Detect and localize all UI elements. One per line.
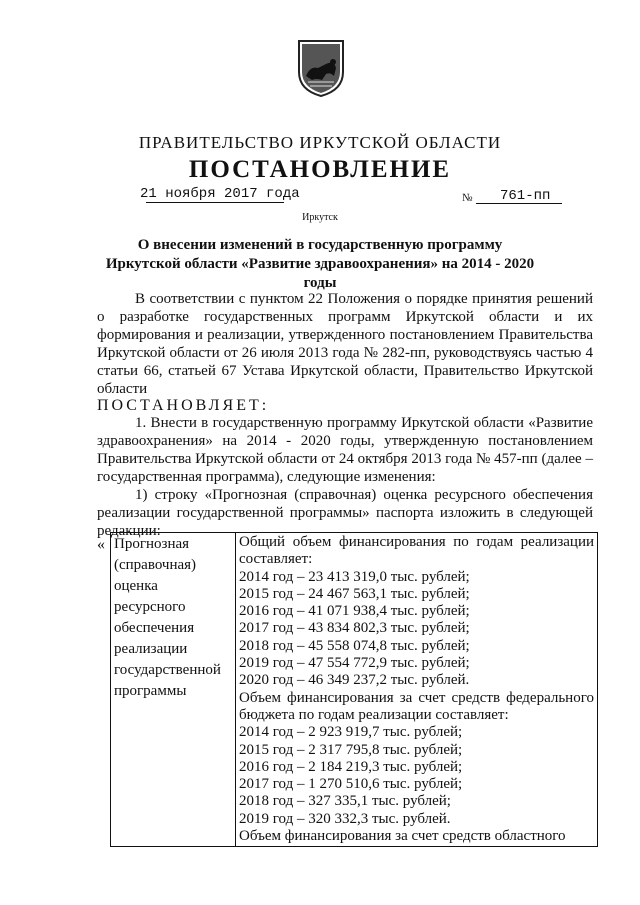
- document-title: О внесении изменений в государственную программу Иркутской области «Развитие здравоохранения» на 2014 - 2020 годы: [105, 237, 535, 291]
- coat-of-arms-emblem: [296, 38, 346, 98]
- funding-line: 2020 год – 46 349 237,2 тыс. рублей.: [239, 672, 470, 689]
- label-line: обеспечения: [114, 620, 195, 636]
- document-number: 761-пп: [500, 188, 551, 204]
- label-line: государственной: [114, 662, 221, 678]
- date-underline: [146, 202, 284, 203]
- funding-line: 2019 год – 320 332,3 тыс. рублей.: [239, 810, 451, 827]
- funding-line: 2015 год – 24 467 563,1 тыс. рублей;: [239, 585, 470, 602]
- funding-line: 2017 год – 43 834 802,3 тыс. рублей;: [239, 620, 470, 637]
- funding-line: 2015 год – 2 317 795,8 тыс. рублей;: [239, 741, 463, 758]
- table-row: [111, 533, 598, 847]
- label-line: реализации: [114, 641, 188, 657]
- document-type-title: ПОСТАНОВЛЕНИЕ: [188, 156, 452, 183]
- opening-quote-mark: «: [97, 536, 105, 553]
- passport-row-value-cell: [236, 533, 598, 847]
- number-label: №: [462, 192, 473, 204]
- label-line: Прогнозная: [114, 536, 190, 552]
- label-line: ресурсного: [114, 599, 186, 615]
- passport-row-label-cell: [111, 533, 236, 847]
- funding-line: 2018 год – 45 558 074,8 тыс. рублей;: [239, 637, 470, 654]
- funding-line: 2016 год – 41 071 938,4 тыс. рублей;: [239, 603, 470, 620]
- funding-line: 2017 год – 1 270 510,6 тыс. рублей;: [239, 776, 463, 793]
- funding-line: 2018 год – 327 335,1 тыс. рублей;: [239, 793, 451, 810]
- resolves-heading: ПОСТАНОВЛЯЕТ:: [97, 397, 270, 414]
- label-line: оценка: [114, 578, 158, 594]
- funding-line: Общий объем финансирования по годам реализации составляет:: [239, 534, 594, 568]
- funding-line: 2014 год – 2 923 919,7 тыс. рублей;: [239, 724, 463, 741]
- number-underline: [476, 203, 562, 204]
- city-name: Иркутск: [302, 212, 338, 223]
- item-1-1-paragraph: 1) строку «Прогнозная (справочная) оценка ресурсного обеспечения реализации государственной программы» паспорта изложить в следующей редакции:: [97, 487, 593, 539]
- funding-line: 2016 год – 2 184 219,3 тыс. рублей;: [239, 758, 463, 775]
- funding-line: 2014 год – 23 413 319,0 тыс. рублей;: [239, 568, 470, 585]
- funding-line: 2019 год – 47 554 772,9 тыс. рублей;: [239, 655, 470, 672]
- preamble-paragraph: В соответствии с пунктом 22 Положения о порядке принятия решений о разработке государственных программ Иркутской области и их формирования и реализации, утвержденного постановлением Правительства Иркутской области от 26 июля 2013 года № 282-пп, руководствуясь частью 4 статьи 66, статьей 67 Устава Иркутской области, Правительство Иркутской области: [97, 291, 593, 397]
- passport-table: [110, 532, 598, 847]
- funding-line: Объем финансирования за счет средств федерального бюджета по годам реализации составляет:: [239, 689, 594, 723]
- government-name: ПРАВИТЕЛЬСТВО ИРКУТСКОЙ ОБЛАСТИ: [138, 133, 502, 152]
- document-date: 21 ноября 2017 года: [140, 186, 300, 202]
- funding-line: Объем финансирования за счет средств областного: [239, 828, 566, 845]
- item-1-paragraph: 1. Внести в государственную программу Иркутской области «Развитие здравоохранения» на 2014 - 2020 годы, утвержденную постановлением Правительства Иркутской области от 24 октября 2013 года № 457-пп (далее – государственная программа), следующие изменения:: [97, 415, 593, 485]
- label-line: (справочная): [114, 557, 197, 573]
- label-line: программы: [114, 683, 187, 699]
